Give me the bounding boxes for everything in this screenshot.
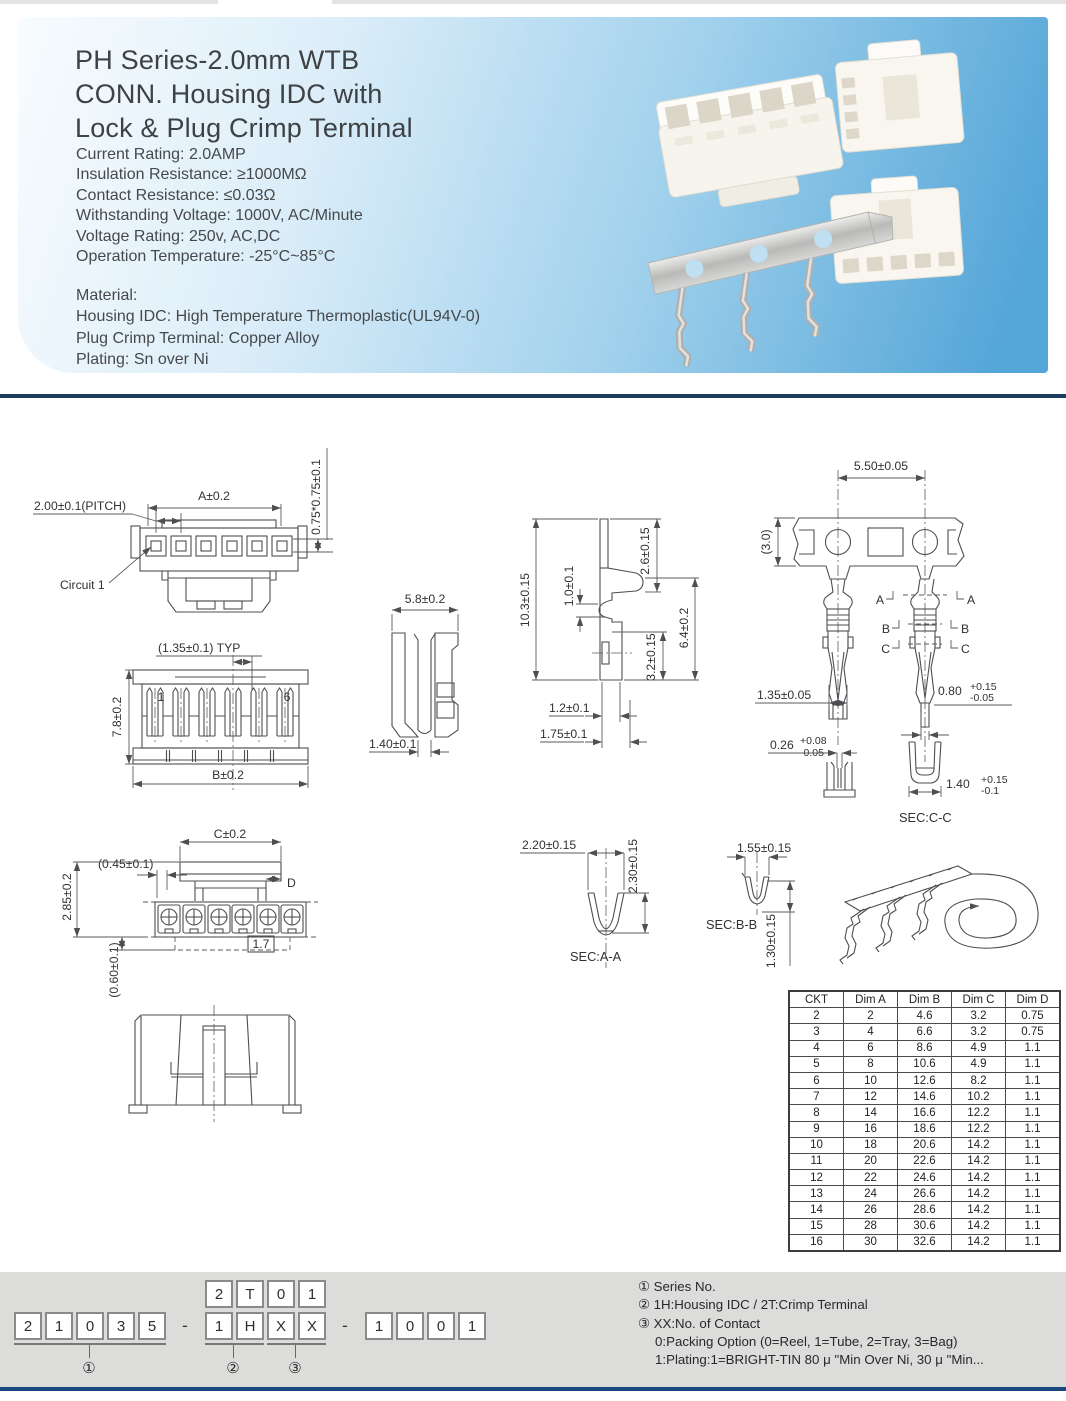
- part-code-box: 2: [205, 1280, 233, 1308]
- material-line: Plug Crimp Terminal: Copper Alloy: [76, 329, 320, 347]
- table-cell: 0.75: [1006, 1024, 1061, 1040]
- product-photo: [630, 31, 970, 371]
- note-line: ② 1H:Housing IDC / 2T:Crimp Terminal: [638, 1297, 868, 1313]
- dim-label: 0.75*0.75±0.1: [309, 459, 323, 535]
- spec-line: Withstanding Voltage: 1000V, AC/Minute: [76, 207, 363, 225]
- title-line: CONN. Housing IDC with: [75, 79, 383, 109]
- table-cell: 30: [844, 1234, 898, 1251]
- callout-number: ③: [288, 1360, 302, 1377]
- dim-tolerance: +0.15: [970, 681, 997, 693]
- dim-label: 0.26: [770, 738, 794, 752]
- table-cell: 1.1: [1006, 1105, 1061, 1121]
- table-cell: 20.6: [898, 1137, 952, 1153]
- table-cell: 3: [789, 1024, 844, 1040]
- table-cell: 0.75: [1006, 1008, 1061, 1024]
- section-label: SEC:C-C: [899, 810, 952, 825]
- dim-tolerance: +0.08: [800, 735, 827, 747]
- dim-label: (1.35±0.1) TYP: [158, 641, 241, 655]
- table-cell: 1.1: [1006, 1137, 1061, 1153]
- dim-label: 1.40: [946, 777, 970, 791]
- table-cell: 14.2: [952, 1202, 1006, 1218]
- dim-label: Circuit 1: [60, 578, 105, 592]
- table-cell: 11: [789, 1153, 844, 1169]
- material-line: Plating: Sn over Ni: [76, 350, 209, 368]
- table-cell: 1.1: [1006, 1218, 1061, 1234]
- section-label: SEC:A-A: [570, 949, 622, 964]
- table-header-cell: CKT: [789, 991, 844, 1008]
- dim-label: 1.30±0.15: [764, 913, 778, 969]
- spec-line: Contact Resistance: ≤0.03Ω: [76, 186, 276, 204]
- page-top-strip: [0, 0, 218, 4]
- table-cell: 16.6: [898, 1105, 952, 1121]
- part-code-box: 1: [298, 1280, 326, 1308]
- header-divider-line: [0, 394, 1066, 398]
- table-cell: 2: [844, 1008, 898, 1024]
- section-letter: A: [875, 593, 884, 607]
- dim-label: 2.20±0.15: [522, 838, 577, 852]
- page-title: [75, 43, 413, 145]
- footer-divider-line: [0, 1387, 1066, 1391]
- table-cell: 3.2: [952, 1008, 1006, 1024]
- table-cell: 14.2: [952, 1170, 1006, 1186]
- table-cell: 16: [789, 1234, 844, 1251]
- spec-list: [76, 145, 363, 267]
- note-line: 1:Plating:1=BRIGHT-TIN 80 μ "Min Over Ni, 30 μ "Min...: [655, 1352, 984, 1368]
- table-cell: 10.2: [952, 1089, 1006, 1105]
- table-cell: 12.2: [952, 1105, 1006, 1121]
- part-code-box: 0: [267, 1280, 295, 1308]
- dim-label: B±0.2: [212, 768, 244, 782]
- material-block: [76, 285, 480, 370]
- table-row: [789, 1072, 1060, 1088]
- table-cell: 12.2: [952, 1121, 1006, 1137]
- group-underline: [14, 1343, 166, 1345]
- table-row: [789, 1105, 1060, 1121]
- ordering-panel: [0, 1272, 1066, 1387]
- table-row: [789, 1186, 1060, 1202]
- table-cell: 18: [844, 1137, 898, 1153]
- table-cell: 26: [844, 1202, 898, 1218]
- table-header-cell: Dim C: [952, 991, 1006, 1008]
- table-row: [789, 1153, 1060, 1169]
- part-code-box: 0: [427, 1312, 455, 1340]
- drawing-bottom-view: [60, 827, 318, 998]
- page-top-strip: [332, 0, 1066, 4]
- callout-leader-line: [233, 1345, 234, 1358]
- table-header-row: [789, 991, 1060, 1008]
- table-cell: 26.6: [898, 1186, 952, 1202]
- table-row: [789, 1040, 1060, 1056]
- part-code-box: 0: [76, 1312, 104, 1340]
- drawing-housing-bottom: [129, 1005, 301, 1122]
- table-cell: 8.2: [952, 1072, 1006, 1088]
- table-row: [789, 1137, 1060, 1153]
- drawing-idc-view: [110, 641, 308, 790]
- table-cell: 8.6: [898, 1040, 952, 1056]
- table-row: [789, 1170, 1060, 1186]
- table-cell: 22.6: [898, 1153, 952, 1169]
- spec-line: Operation Temperature: -25°C~85°C: [76, 248, 336, 266]
- dim-label: 7.8±0.2: [110, 696, 124, 738]
- dim-label: 3.2±0.15: [644, 633, 658, 681]
- dim-label: 5.8±0.2: [404, 592, 446, 606]
- table-cell: 12.6: [898, 1072, 952, 1088]
- table-cell: 14: [789, 1202, 844, 1218]
- table-cell: 1.1: [1006, 1153, 1061, 1169]
- section-letter: C: [961, 642, 970, 656]
- callout-leader-line: [295, 1345, 296, 1358]
- table-cell: 6.6: [898, 1024, 952, 1040]
- dimension-table: [788, 990, 1061, 1252]
- table-cell: 12: [844, 1089, 898, 1105]
- dim-label: 2.6±0.15: [638, 527, 652, 575]
- part-number-diagram: [0, 1272, 560, 1387]
- table-cell: 6: [844, 1040, 898, 1056]
- spec-line: Insulation Resistance: ≥1000MΩ: [76, 166, 307, 184]
- dim-label: 2.30±0.15: [626, 838, 640, 894]
- part-code-box: X: [267, 1312, 295, 1340]
- table-header-cell: Dim B: [898, 991, 952, 1008]
- table-cell: 14.2: [952, 1234, 1006, 1251]
- table-cell: 4: [789, 1040, 844, 1056]
- dim-tolerance: -0.1: [981, 785, 1000, 797]
- dim-label: 0.80: [938, 684, 962, 698]
- table-header-cell: Dim D: [1006, 991, 1061, 1008]
- table-cell: 12: [789, 1170, 844, 1186]
- dim-label: C±0.2: [213, 827, 247, 841]
- table-cell: 1.1: [1006, 1234, 1061, 1251]
- sec-bb-detail: [706, 841, 795, 968]
- dim-label: 1.40±0.1: [369, 737, 417, 751]
- spec-line: Voltage Rating: 250v, AC,DC: [76, 227, 281, 245]
- dim-table-body: [789, 1008, 1060, 1251]
- table-cell: 14.2: [952, 1153, 1006, 1169]
- note-line: ③ XX:No. of Contact: [638, 1315, 761, 1331]
- dim-label: 1.0±0.1: [562, 565, 576, 607]
- dash-separator: -: [342, 1316, 348, 1335]
- table-cell: 4.9: [952, 1056, 1006, 1072]
- callout-number: ②: [226, 1360, 240, 1377]
- title-line: PH Series-2.0mm WTB: [75, 45, 360, 75]
- dim-label: 1.2±0.1: [549, 701, 590, 715]
- spec-line: Current Rating: 2.0AMP: [76, 146, 246, 163]
- note-line: ① Series No.: [638, 1279, 716, 1294]
- part-code-box: 0: [396, 1312, 424, 1340]
- table-cell: 7: [789, 1089, 844, 1105]
- table-row: [789, 1121, 1060, 1137]
- table-cell: 14: [844, 1105, 898, 1121]
- pin-number: 1: [157, 690, 165, 704]
- dim-label: D: [287, 876, 296, 890]
- material-list: [76, 306, 480, 370]
- pin-number: 6: [283, 690, 291, 704]
- table-cell: 4.9: [952, 1040, 1006, 1056]
- section-label: SEC:B-B: [706, 917, 758, 932]
- table-cell: 30.6: [898, 1218, 952, 1234]
- table-cell: 1.1: [1006, 1040, 1061, 1056]
- part-code-box: 5: [138, 1312, 166, 1340]
- table-cell: 18.6: [898, 1121, 952, 1137]
- note-line: 0:Packing Option (0=Reel, 1=Tube, 2=Tray, 3=Bag): [655, 1333, 958, 1349]
- table-cell: 14.2: [952, 1186, 1006, 1202]
- material-title: Material:: [76, 287, 138, 304]
- table-cell: 1.1: [1006, 1170, 1061, 1186]
- table-cell: 1.1: [1006, 1202, 1061, 1218]
- dim-label: 1.7: [252, 937, 270, 951]
- dim-label: 5.50±0.05: [853, 459, 909, 473]
- table-cell: 8: [789, 1105, 844, 1121]
- table-cell: 14.2: [952, 1137, 1006, 1153]
- drawing-front-view: [33, 448, 333, 612]
- part-code-box: 1: [365, 1312, 393, 1340]
- drawing-side-section: [369, 592, 458, 757]
- terminal-chain-drawing: [840, 866, 1038, 964]
- table-cell: 6: [789, 1072, 844, 1088]
- section-letter: B: [881, 622, 890, 636]
- table-cell: 10: [789, 1137, 844, 1153]
- table-cell: 1.1: [1006, 1186, 1061, 1202]
- callout-leader-line: [89, 1345, 90, 1358]
- table-cell: 16: [844, 1121, 898, 1137]
- group-underline: [267, 1343, 326, 1345]
- table-row: [789, 1056, 1060, 1072]
- dim-label: 10.3±0.15: [518, 572, 532, 628]
- drawing-profile: [518, 519, 699, 748]
- table-cell: 2: [789, 1008, 844, 1024]
- table-cell: 8: [844, 1056, 898, 1072]
- ordering-notes: [638, 1278, 984, 1369]
- part-code-box: 1: [205, 1312, 233, 1340]
- table-row: [789, 1202, 1060, 1218]
- table-cell: 13: [789, 1186, 844, 1202]
- section-letter: B: [961, 622, 970, 636]
- dim-label: (3.0): [759, 529, 773, 555]
- dim-tolerance: -0.05: [970, 692, 994, 704]
- table-cell: 9: [789, 1121, 844, 1137]
- table-cell: 3.2: [952, 1024, 1006, 1040]
- housing-photo-left: [654, 73, 847, 216]
- table-cell: 1.1: [1006, 1072, 1061, 1088]
- dim-label: (0.60±0.1): [107, 942, 121, 998]
- table-cell: 22: [844, 1170, 898, 1186]
- part-code-box: X: [298, 1312, 326, 1340]
- dim-tolerance: +0.15: [981, 774, 1008, 786]
- part-code-box: 1: [45, 1312, 73, 1340]
- section-letter: A: [967, 593, 976, 607]
- table-cell: 24.6: [898, 1170, 952, 1186]
- table-cell: 10.6: [898, 1056, 952, 1072]
- table-cell: 32.6: [898, 1234, 952, 1251]
- dim-label: 1.75±0.1: [540, 727, 588, 741]
- part-code-box: 1: [458, 1312, 486, 1340]
- dim-label: 2.85±0.2: [60, 873, 74, 921]
- table-cell: 5: [789, 1056, 844, 1072]
- table-cell: 20: [844, 1153, 898, 1169]
- dim-label: 1.55±0.15: [737, 841, 792, 855]
- dim-tolerance: -0.05: [800, 747, 824, 759]
- table-cell: 28.6: [898, 1202, 952, 1218]
- table-cell: 10: [844, 1072, 898, 1088]
- dim-label: 1.35±0.05: [757, 688, 812, 702]
- table-row: [789, 1008, 1060, 1024]
- sec-cc-detail-small: [768, 735, 857, 797]
- part-code-box: H: [236, 1312, 264, 1340]
- housing-photo-top-right: [834, 36, 965, 152]
- title-line: Lock & Plug Crimp Terminal: [75, 113, 413, 143]
- drawing-crimp-terminal: [755, 459, 1012, 762]
- table-cell: 14.2: [952, 1218, 1006, 1234]
- table-cell: 1.1: [1006, 1089, 1061, 1105]
- material-line: Housing IDC: High Temperature Thermoplastic(UL94V-0): [76, 308, 481, 326]
- table-cell: 15: [789, 1218, 844, 1234]
- dim-label: A±0.2: [198, 489, 230, 503]
- table-cell: 1.1: [1006, 1056, 1061, 1072]
- callout-number: ①: [82, 1360, 96, 1377]
- table-row: [789, 1089, 1060, 1105]
- table-row: [789, 1218, 1060, 1234]
- dim-label: 6.4±0.2: [677, 607, 691, 649]
- dim-label: (0.45±0.1): [98, 857, 154, 871]
- table-header-cell: Dim A: [844, 991, 898, 1008]
- table-cell: 4: [844, 1024, 898, 1040]
- sec-cc-detail: [899, 742, 1008, 825]
- part-code-box: 2: [14, 1312, 42, 1340]
- group-underline: [205, 1343, 264, 1345]
- table-row: [789, 1024, 1060, 1040]
- table-cell: 1.1: [1006, 1121, 1061, 1137]
- dim-label: 2.00±0.1(PITCH): [34, 499, 127, 513]
- table-cell: 4.6: [898, 1008, 952, 1024]
- table-cell: 24: [844, 1186, 898, 1202]
- table-row: [789, 1234, 1060, 1251]
- table-cell: 14.6: [898, 1089, 952, 1105]
- part-code-box: 3: [107, 1312, 135, 1340]
- section-letter: C: [881, 642, 890, 656]
- part-code-box: T: [236, 1280, 264, 1308]
- table-cell: 28: [844, 1218, 898, 1234]
- header-panel: [18, 17, 1048, 373]
- sec-aa-detail: [520, 838, 649, 968]
- terminal-strip-photo: [648, 207, 914, 369]
- dash-separator: -: [182, 1316, 188, 1335]
